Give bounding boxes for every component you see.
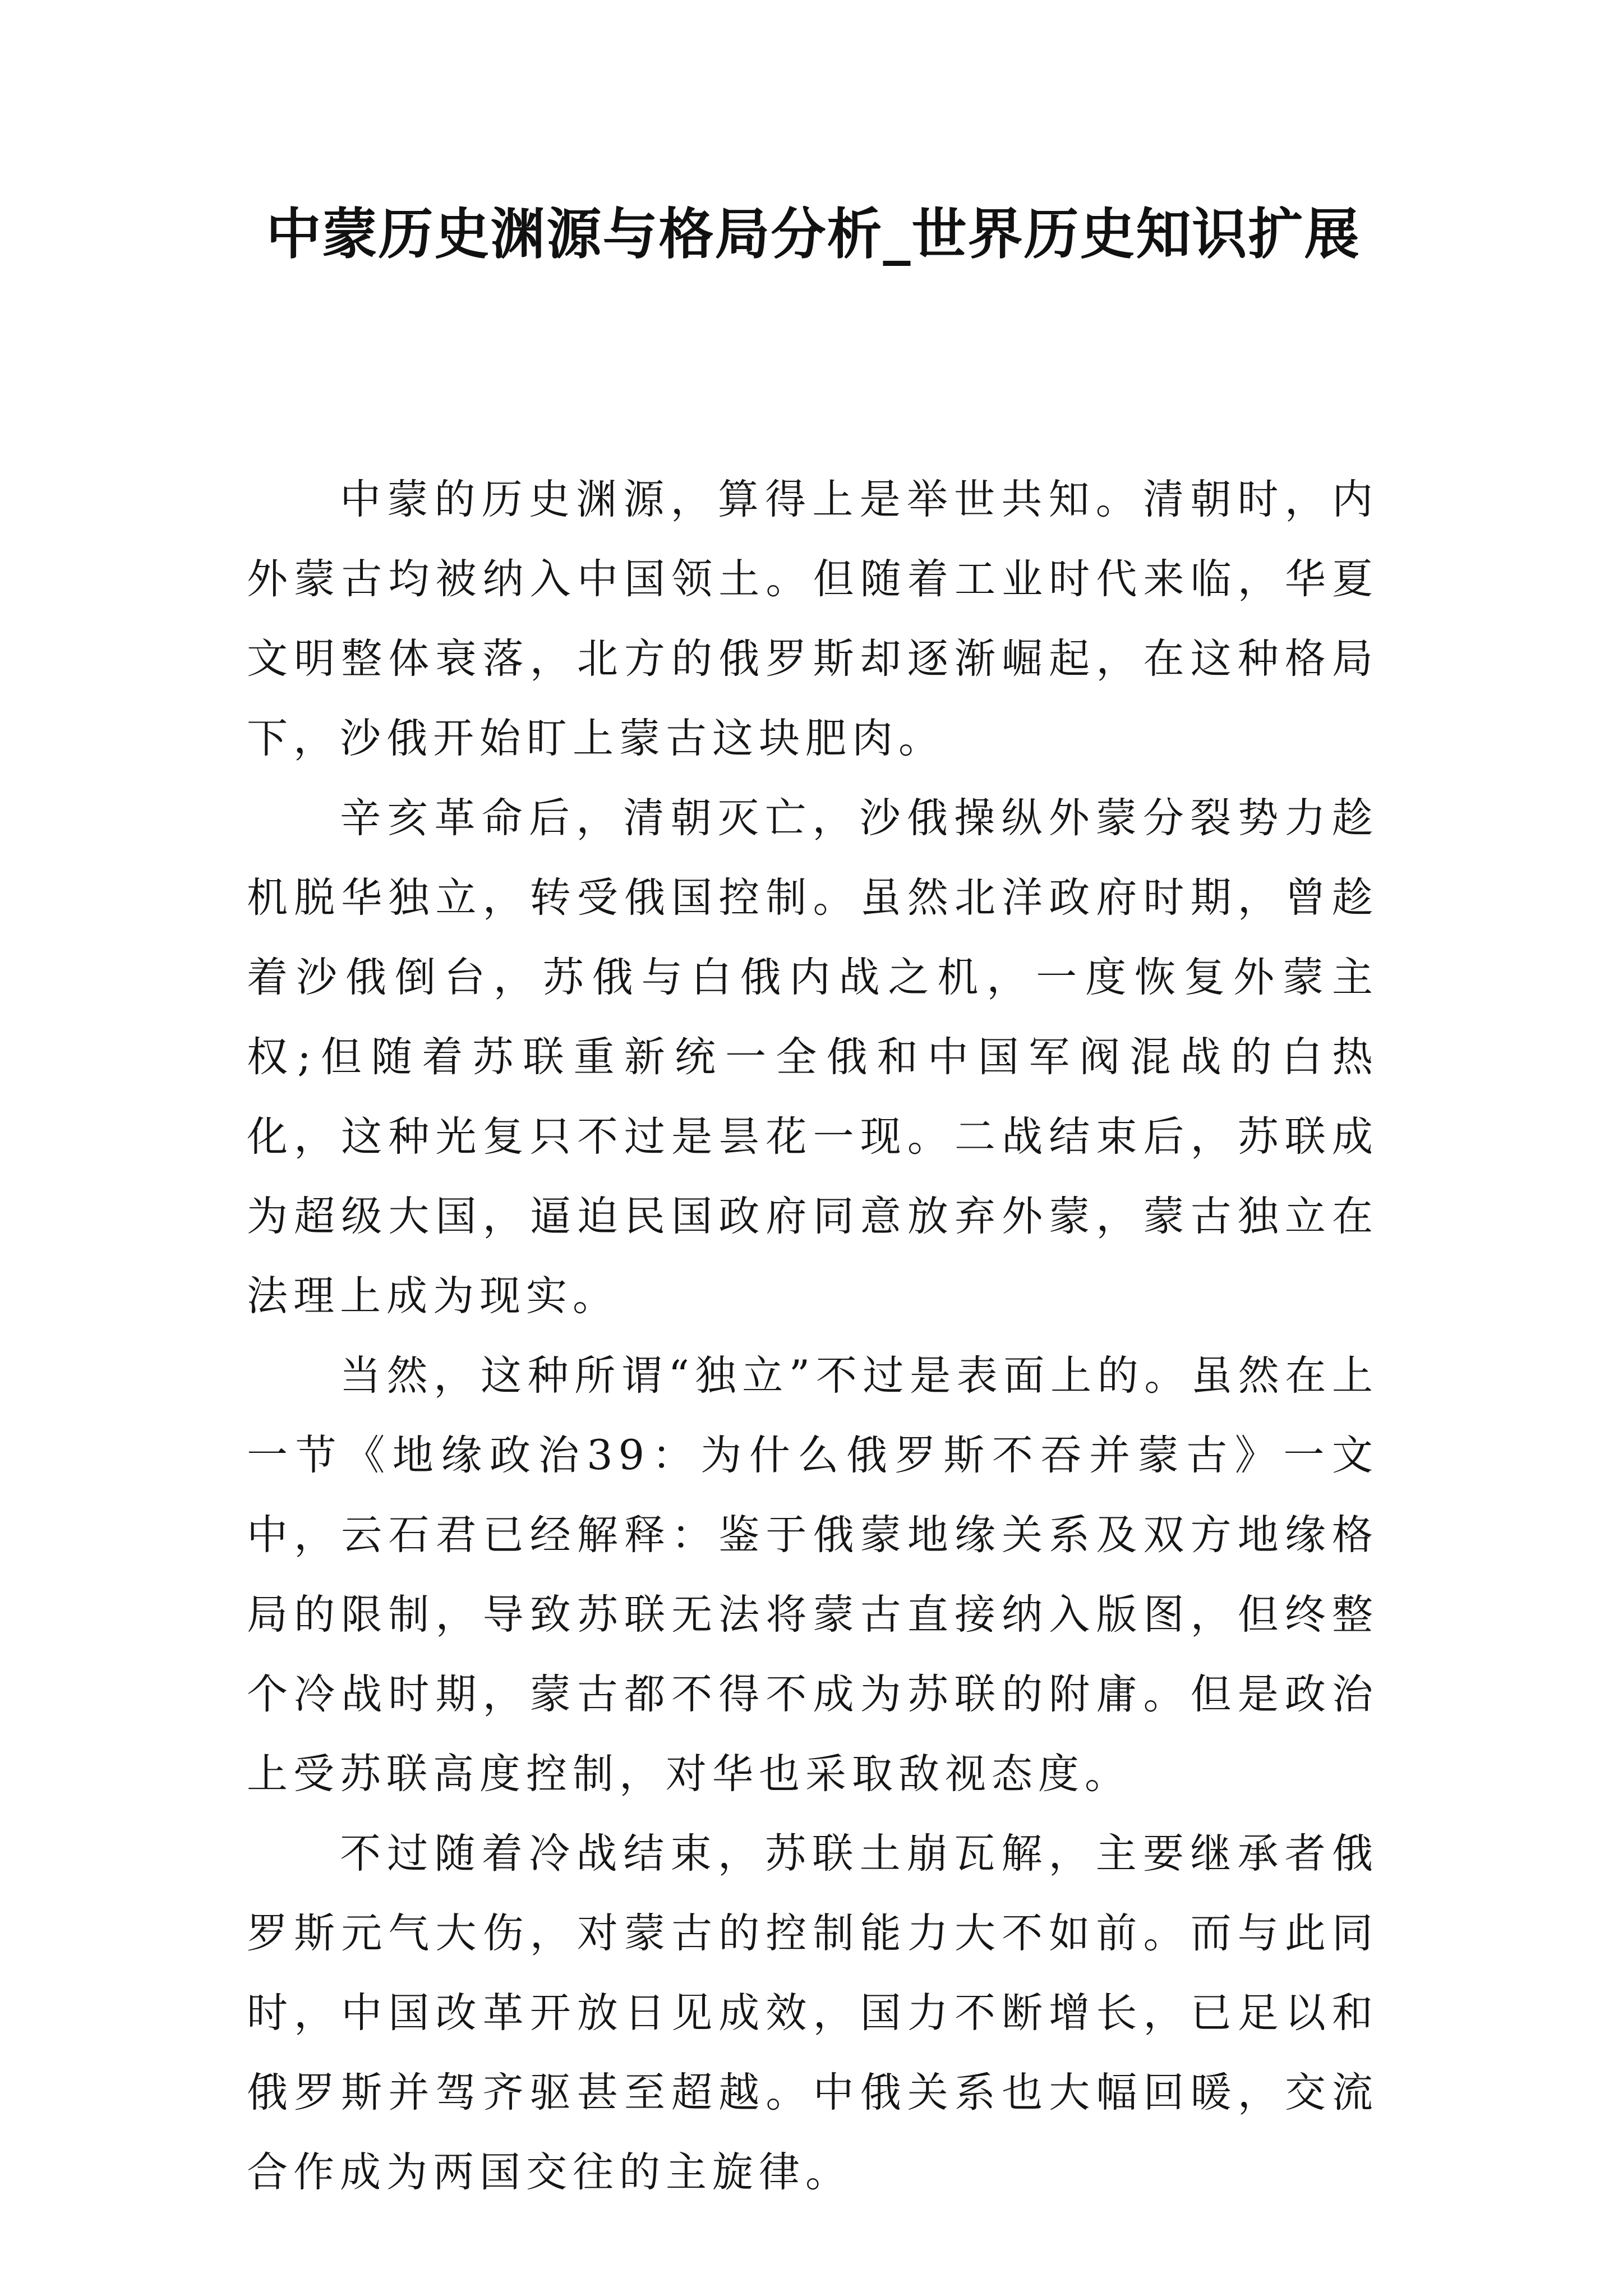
document-body [247,460,1378,2212]
paragraph-4: 不过随着冷战结束，苏联土崩瓦解，主要继承者俄罗斯元气大伤，对蒙古的控制能力大不如前。而与此同时，中国改革开放日见成效，国力不断增长，已足以和俄罗斯并驾齐驱甚至超越。中俄关系也大幅回暖，交流合作成为两国交往的主旋律。 [247,1830,1378,2196]
paragraph-1: 中蒙的历史渊源，算得上是举世共知。清朝时，内外蒙古均被纳入中国领土。但随着工业时代来临，华夏文明整体衰落，北方的俄罗斯却逐渐崛起，在这种格局下，沙俄开始盯上蒙古这块肥肉。 [247,476,1378,762]
paragraph-3: 当然，这种所谓“独立”不过是表面上的。虽然在上一节《地缘政治39：为什么俄罗斯不吞并蒙古》一文中，云石君已经解释：鉴于俄蒙地缘关系及双方地缘格局的限制，导致苏联无法将蒙古直接纳入版图，但终整个冷战时期，蒙古都不得不成为苏联的附庸。但是政治上受苏联高度控制，对华也采取敌视态度。 [247,1352,1378,1798]
paragraph-2: 辛亥革命后，清朝灭亡，沙俄操纵外蒙分裂势力趁机脱华独立，转受俄国控制。虽然北洋政府时期，曾趁着沙俄倒台，苏俄与白俄内战之机，一度恢复外蒙主权;但随着苏联重新统一全俄和中国军阀混战的白热化，这种光复只不过是昙花一现。二战结束后，苏联成为超级大国，逼迫民国政府同意放弃外蒙，蒙古独立在法理上成为现实。 [247,794,1378,1320]
document-title: 中蒙历史渊源与格局分析_世界历史知识扩展 [266,203,1361,266]
